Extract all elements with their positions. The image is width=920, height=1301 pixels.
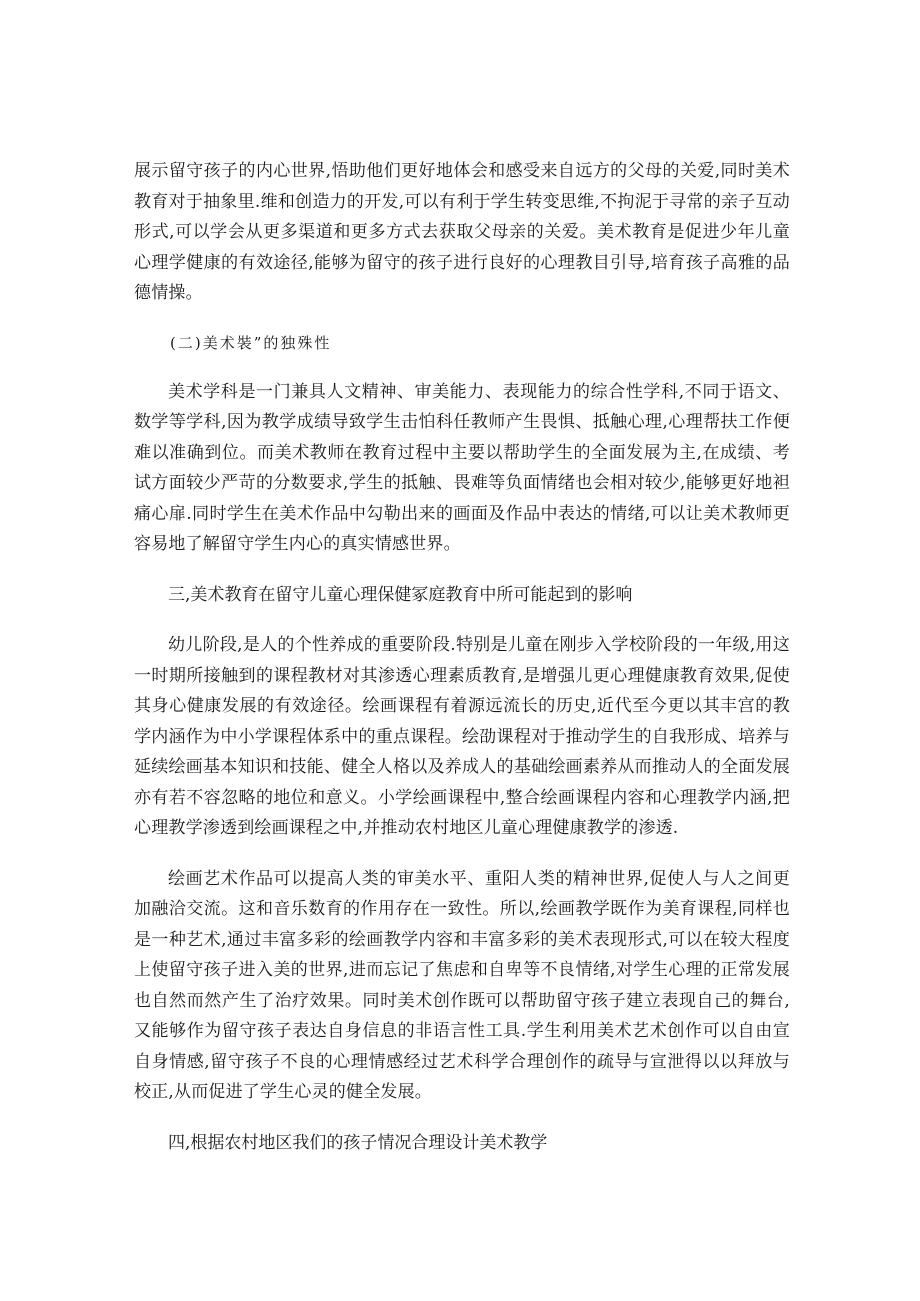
paragraph-painting-art: 绘画艺术作品可以提高人类的审美水平、重阳人类的精神世界,促使人与人之间更加融洽交流。这和音乐数育的作用存在一致性。所以,绘画教学既作为美育课程,同样也是一种艺术,通过丰富多彩的绘画教学内容和丰富多彩的美术表现形式,可以在较大程度上使留守孩子进入美的世界,进而忘记了焦虑和自卑等不良情绪,对学生心理的正常发展也自然而然产生了治疗效果。同时美术创作既可以帮助留守孩子建立表现自己的舞台,又能够作为留守孩子表达自身信息的非语言性工具.学生利用美术艺术创作可以自由宣自身情感,留守孩子不良的心理情感经过艺术科学合理创作的疏导与宣泄得以以拜放与校正,从而促进了学生心灵的健全发展。: [134, 868, 790, 1102]
document-body: [134, 156, 790, 1158]
section-heading-2: (二)美术裝”的独殊性: [170, 333, 332, 352]
section-heading-4: 四,根据农村地区我们的孩子情况合理设计美术教学: [168, 1132, 548, 1153]
paragraph-art-subject: 美术学科是一门兼具人文精神、审美能力、表现能力的综合性学科,不同于语文、数学等学科,因为教学成绩导致学生击怕科任教师产生畏惧、抵触心理,心理帮扶工作便难以准确到位。而美术教师在教育过程中主要以帮助学生的全面发展为主,在成绩、考试方面较少严苛的分数要求,学生的抵触、畏难等负面情绪也会相对较少,能够更好地袒痛心扉.同时学生在美术作品中勾勒出来的画面及作品中表达的情绪,可以让美术教师更容易地了解留守学生内心的真实情感世界。: [134, 381, 790, 554]
section-heading-3: 三,美术教育在留守儿童心理保健冢庭教育中所可能起到的影响: [168, 584, 633, 605]
paragraph-early-childhood: 幼儿阶段,是人的个性养成的重要阶段.特别是儿童在刚步入学校阶段的一年级,用这一时期所接触到的课程教材对其渗透心理素质教育,是增强儿更心理健康教育效果,促使其身心健康发展的有效途径。绘画课程有着源远流长的历史,近代至今更以其丰宫的教学内涵作为中小学课程体系中的重点课程。绘劭课程对于推动学生的自我形成、培养与延续绘画基本知识和技能、健全人格以及养成人的基础绘画素养从而推动人的全面发展亦有若不容忽略的地位和意义。小学绘画课程中,整合绘画课程内容和心理教学内涵,把心理教学渗透到绘画课程之中,并推动农村地区儿童心理健康教学的渗透.: [134, 635, 790, 838]
paragraph-intro: 展示留守孩子的内心世界,悟助他们更好地体会和感受来自远方的父母的关爱,同时美术教育对于抽象里.维和创造力的开发,可以有利于学生转变思维,不拘泥于寻常的亲子互动形式,可以学会从更多渠道和更多方式去获取父母亲的关爱。美术教育是促进少年儿童心理学健康的有效途径,能够为留守的孩子进行良好的心理教目引导,培育孩子高雅的品德情操。: [134, 161, 790, 303]
